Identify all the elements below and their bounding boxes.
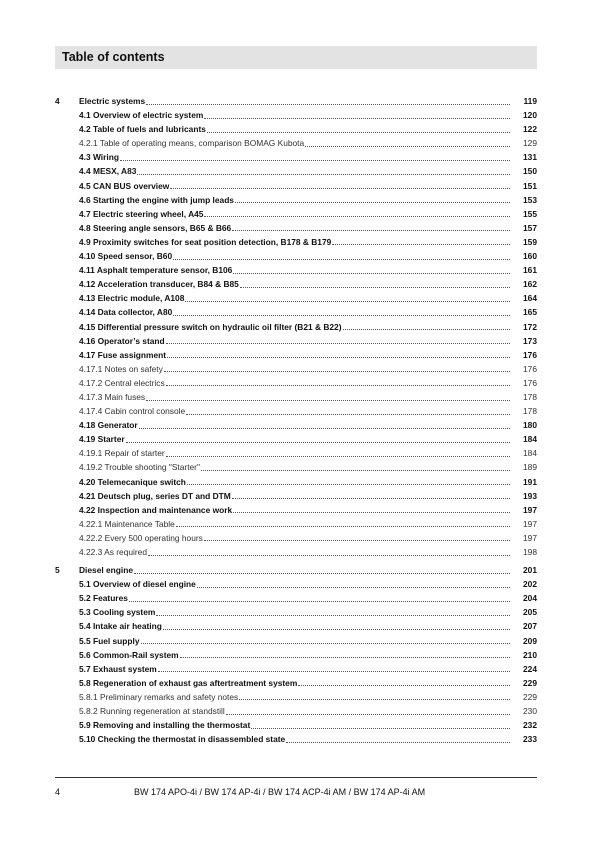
toc-page-number: 197 [523, 532, 537, 543]
toc-page-number: 164 [523, 293, 537, 304]
toc-entry-label: 4.17.4 Cabin control console [79, 406, 186, 417]
toc-page-number: 229 [523, 691, 537, 702]
toc-entry-row[interactable] [0, 249, 596, 263]
toc-page-number: 178 [523, 391, 537, 402]
toc-entry-row[interactable] [0, 334, 596, 348]
toc-dot-leader [180, 657, 510, 658]
toc-page-number: 150 [523, 166, 537, 177]
toc-dot-leader [286, 742, 510, 743]
footer-model-list: BW 174 APO-4i / BW 174 AP-4i / BW 174 ACP-4i AM / BW 174 AP-4i AM [134, 787, 426, 797]
toc-entry-label: 4.15 Differential pressure switch on hydraulic oil filter (B21 & B22) [79, 321, 342, 332]
toc-entry-row[interactable] [0, 221, 596, 235]
toc-entry-label: 4.9 Proximity switches for seat position detection, B178 & B179 [79, 236, 332, 247]
toc-page-number: 197 [523, 504, 537, 515]
toc-entry-label: 5.1 Overview of diesel engine [79, 579, 196, 590]
toc-entry-row[interactable] [0, 718, 596, 732]
toc-dot-leader [166, 385, 510, 386]
toc-entry-row[interactable] [0, 619, 596, 633]
toc-page-number: 176 [523, 363, 537, 374]
toc-dot-leader [226, 714, 510, 715]
toc-page-number: 131 [523, 152, 537, 163]
toc-page-number: 197 [523, 518, 537, 529]
toc-entry-row[interactable] [0, 136, 596, 150]
toc-entry-label: 4.17 Fuse assignment [79, 349, 167, 360]
toc-chapter-row[interactable] [0, 94, 596, 108]
toc-entry-label: 5.6 Common-Rail system [79, 649, 179, 660]
toc-dot-leader [305, 146, 510, 147]
footer-page-number: 4 [55, 787, 61, 797]
toc-entry-row[interactable] [0, 150, 596, 164]
toc-entry-label: 4.13 Electric module, A108 [79, 293, 185, 304]
toc-dot-leader [201, 470, 510, 471]
toc-page-number: 172 [523, 321, 537, 332]
toc-dot-leader [134, 573, 510, 574]
toc-entry-row[interactable] [0, 432, 596, 446]
toc-entry-label: 4.18 Generator [79, 420, 138, 431]
toc-page-number: 209 [523, 635, 537, 646]
toc-entry-row[interactable] [0, 489, 596, 503]
toc-dot-leader [239, 699, 510, 700]
toc-entry-label: 4.5 CAN BUS overview [79, 180, 170, 191]
toc-entry-row[interactable] [0, 108, 596, 122]
toc-entry-label: 4.19 Starter [79, 434, 125, 445]
toc-entry-row[interactable] [0, 305, 596, 319]
toc-page-number: 180 [523, 420, 537, 431]
toc-entry-row[interactable] [0, 291, 596, 305]
toc-entry-label: 5.9 Removing and installing the thermostat [79, 720, 251, 731]
toc-dot-leader [233, 512, 510, 513]
toc-dot-leader [232, 230, 510, 231]
toc-entry-label: 4.8 Steering angle sensors, B65 & B66 [79, 222, 232, 233]
toc-page-number: 233 [523, 734, 537, 745]
toc-entry-label: 5.8 Regeneration of exhaust gas aftertreatment system [79, 677, 298, 688]
toc-page-number: 184 [523, 434, 537, 445]
toc-dot-leader [251, 728, 510, 729]
toc-page-number: 160 [523, 251, 537, 262]
toc-dot-leader [185, 301, 510, 302]
toc-entry-label: 4.12 Acceleration transducer, B84 & B85 [79, 279, 239, 290]
toc-entry-row[interactable] [0, 207, 596, 221]
toc-entry-label: 4.19.2 Trouble shooting "Starter" [79, 462, 200, 473]
toc-dot-leader [173, 315, 510, 316]
toc-entry-row[interactable] [0, 662, 596, 676]
toc-dot-leader [298, 685, 510, 686]
toc-entry-label: 4.17.2 Central electrics [79, 377, 165, 388]
toc-entry-label: 5.3 Cooling system [79, 607, 156, 618]
toc-dot-leader [240, 287, 510, 288]
toc-entry-row[interactable] [0, 690, 596, 704]
toc-entry-label: 4.4 MESX, A83 [79, 166, 137, 177]
toc-dot-leader [146, 104, 510, 105]
toc-entry-label: 4.22.2 Every 500 operating hours [79, 532, 203, 543]
toc-entry-row[interactable] [0, 446, 596, 460]
footer-divider [55, 777, 537, 778]
toc-entry-row[interactable] [0, 235, 596, 249]
toc-dot-leader [167, 357, 510, 358]
toc-page-number: 129 [523, 138, 537, 149]
toc-page-number: 184 [523, 448, 537, 459]
toc-entry-label: 4.20 Telemecanique switch [79, 476, 186, 487]
toc-dot-leader [197, 587, 510, 588]
toc-entry-row[interactable] [0, 648, 596, 662]
toc-entry-label: 5.5 Fuel supply [79, 635, 140, 646]
toc-entry-label: 4.22.1 Maintenance Table [79, 518, 175, 529]
page-title: Table of contents [55, 46, 537, 69]
toc-dot-leader [120, 160, 510, 161]
toc-page-number: 207 [523, 621, 537, 632]
toc-entry-label: 4.10 Speed sensor, B60 [79, 251, 173, 262]
toc-dot-leader [204, 540, 510, 541]
toc-dot-leader [173, 259, 510, 260]
toc-entry-label: 4.14 Data collector, A80 [79, 307, 173, 318]
toc-entry-row[interactable] [0, 277, 596, 291]
toc-dot-leader [204, 216, 510, 217]
toc-entry-row[interactable] [0, 122, 596, 136]
toc-entry-label: 5.2 Features [79, 593, 128, 604]
toc-chapter-row[interactable] [0, 563, 596, 577]
toc-dot-leader [166, 343, 510, 344]
toc-entry-label: 4.16 Operator’s stand [79, 335, 165, 346]
toc-entry-row[interactable] [0, 676, 596, 690]
toc-entry-label: 4.3 Wiring [79, 152, 119, 163]
toc-entry-label: Electric systems [79, 96, 146, 106]
toc-entry-label: 4.19.1 Repair of starter [79, 448, 165, 459]
toc-entry-label: 4.21 Deutsch plug, series DT and DTM [79, 490, 231, 501]
toc-page-number: 204 [523, 593, 537, 604]
toc-page-number: 205 [523, 607, 537, 618]
toc-entry-row[interactable] [0, 164, 596, 178]
toc-dot-leader [204, 118, 510, 119]
toc-page-number: 198 [523, 547, 537, 557]
toc-page-number: 119 [523, 96, 537, 106]
toc-dot-leader [232, 498, 510, 499]
toc-page-number: 232 [523, 720, 537, 731]
table-of-contents [0, 94, 596, 746]
toc-page-number: 157 [523, 222, 537, 233]
toc-page-number: 155 [523, 208, 537, 219]
toc-dot-leader [332, 244, 510, 245]
toc-dot-leader [158, 671, 510, 672]
toc-entry-row[interactable] [0, 320, 596, 334]
toc-entry-label: 5.7 Exhaust system [79, 663, 157, 674]
toc-entry-row[interactable] [0, 503, 596, 517]
toc-entry-label: 4.1 Overview of electric system [79, 110, 204, 121]
toc-page-number: 193 [523, 490, 537, 501]
toc-page-number: 151 [523, 180, 537, 191]
toc-page-number: 230 [523, 706, 537, 717]
toc-entry-label: 4.22.3 As required [79, 547, 147, 557]
toc-entry-row[interactable] [0, 545, 596, 559]
toc-entry-label: 5.8.2 Running regeneration at standstill [79, 706, 225, 717]
toc-entry-row[interactable] [0, 517, 596, 531]
toc-entry-label: 4.2.1 Table of operating means, comparison BOMAG Kubota [79, 138, 305, 149]
toc-page-number: 176 [523, 349, 537, 360]
toc-dot-leader [233, 273, 510, 274]
toc-dot-leader [166, 456, 510, 457]
toc-entry-label: 4.17.1 Notes on safety [79, 363, 163, 374]
toc-page-number: 122 [523, 124, 537, 135]
toc-entry-row[interactable] [0, 179, 596, 193]
toc-page-number: 189 [523, 462, 537, 473]
toc-entry-row[interactable] [0, 605, 596, 619]
toc-page-number: 176 [523, 377, 537, 388]
toc-entry-row[interactable] [0, 732, 596, 746]
toc-page-number: 165 [523, 307, 537, 318]
toc-entry-label: 4.11 Asphalt temperature sensor, B106 [79, 265, 233, 276]
toc-entry-row[interactable] [0, 591, 596, 605]
toc-entry-row[interactable] [0, 376, 596, 390]
toc-chapter-number: 4 [55, 96, 60, 106]
toc-dot-leader [176, 526, 510, 527]
toc-entry-row[interactable] [0, 460, 596, 474]
toc-entry-row[interactable] [0, 704, 596, 718]
toc-entry-label: 4.7 Electric steering wheel, A45 [79, 208, 204, 219]
toc-page-number: 224 [523, 663, 537, 674]
toc-page-number: 210 [523, 649, 537, 660]
toc-page-number: 162 [523, 279, 537, 290]
toc-page-number: 178 [523, 406, 537, 417]
toc-chapter-number: 5 [55, 565, 60, 576]
toc-entry-row[interactable] [0, 193, 596, 207]
toc-entry-row[interactable] [0, 418, 596, 432]
toc-dot-leader [129, 601, 510, 602]
toc-dot-leader [170, 188, 510, 189]
toc-entry-row[interactable] [0, 362, 596, 376]
toc-entry-label: 4.2 Table of fuels and lubricants [79, 124, 206, 135]
toc-dot-leader [137, 174, 510, 175]
toc-entry-row[interactable] [0, 634, 596, 648]
toc-page-number: 201 [523, 565, 537, 576]
toc-page-number: 120 [523, 110, 537, 121]
toc-entry-label: 5.8.1 Preliminary remarks and safety notes [79, 691, 239, 702]
toc-entry-row[interactable] [0, 263, 596, 277]
toc-page-number: 153 [523, 194, 537, 205]
toc-entry-row[interactable] [0, 404, 596, 418]
toc-dot-leader [343, 329, 511, 330]
toc-dot-leader [164, 371, 510, 372]
toc-page-number: 161 [523, 265, 537, 276]
toc-entry-row[interactable] [0, 577, 596, 591]
toc-dot-leader [126, 442, 510, 443]
toc-entry-row[interactable] [0, 348, 596, 362]
toc-dot-leader [139, 428, 510, 429]
toc-entry-label: 4.22 Inspection and maintenance work [79, 504, 233, 515]
toc-entry-label: Diesel engine [79, 565, 133, 576]
toc-dot-leader [187, 484, 510, 485]
toc-dot-leader [141, 643, 510, 644]
toc-dot-leader [148, 555, 510, 556]
toc-entry-row[interactable] [0, 531, 596, 545]
toc-dot-leader [163, 629, 510, 630]
toc-entry-label: 4.17.3 Main fuses [79, 391, 146, 402]
toc-entry-row[interactable] [0, 390, 596, 404]
toc-entry-row[interactable] [0, 475, 596, 489]
toc-entry-label: 5.10 Checking the thermostat in disassembled state [79, 734, 286, 745]
toc-page-number: 191 [523, 476, 537, 487]
toc-dot-leader [186, 414, 510, 415]
toc-dot-leader [235, 202, 510, 203]
toc-page-number: 173 [523, 335, 537, 346]
toc-dot-leader [207, 132, 510, 133]
toc-page-number: 202 [523, 579, 537, 590]
toc-entry-label: 4.6 Starting the engine with jump leads [79, 194, 234, 205]
toc-entry-label: 5.4 Intake air heating [79, 621, 162, 632]
toc-dot-leader [156, 615, 510, 616]
toc-page-number: 229 [523, 677, 537, 688]
toc-dot-leader [146, 400, 510, 401]
toc-page-number: 159 [523, 236, 537, 247]
